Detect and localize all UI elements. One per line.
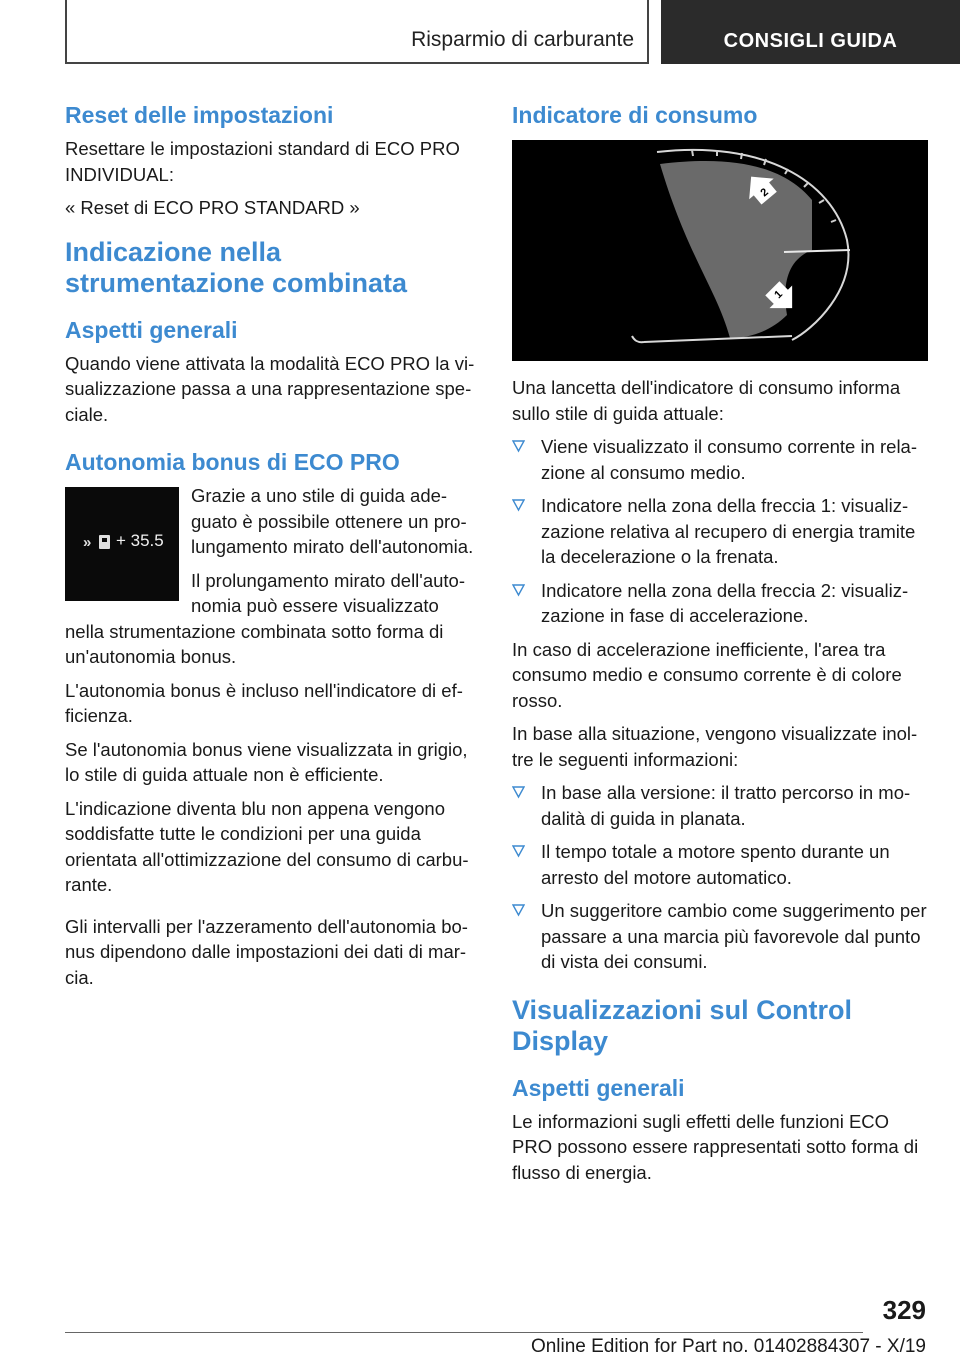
triangle-bullet-icon (512, 584, 525, 597)
bonus-text-5: L'indicazione diventa blu non appena vengono soddisfatte tutte le condizioni per una guida orientata all'ottimizzazione del consumo di carburante. (65, 797, 469, 895)
extra-info-text: In base alla situazione, vengono visualizzate inoltre le seguenti informazioni: (512, 723, 918, 770)
control-text: Le informazioni sugli effetti delle funzioni ECO PRO possono essere rappresentati sotto forma di flusso di energia. (512, 1110, 919, 1183)
triangle-bullet-icon (512, 904, 525, 917)
list-item: Un suggeritore cambio come suggerimento per passare a una marcia più favorevole dal punto di vista dei consumi. (512, 898, 928, 975)
consumption-heading: Indicatore di consumo (512, 102, 758, 128)
general-heading: Aspetti generali (65, 316, 238, 343)
footer-edition-text: Online Edition for Part no. 01402884307 - X/19 (530, 1336, 926, 1357)
fuel-pump-icon (99, 535, 110, 549)
extra-info-list (512, 780, 928, 975)
triangle-bullet-icon (512, 845, 525, 858)
list-item: Il tempo totale a motore spento durante un arresto del motore automatico. (512, 839, 928, 890)
reset-heading: Reset delle impostazioni (65, 102, 334, 128)
double-chevron-icon: » (83, 534, 92, 551)
bonus-range-heading: Autonomia bonus di ECO PRO (65, 449, 400, 475)
control-general-heading: Aspetti generali (512, 1074, 685, 1101)
bonus-range-block (65, 483, 477, 678)
bonus-range-image (65, 487, 179, 601)
gauge-arrow-label-2: 2 (758, 186, 771, 200)
triangle-bullet-icon (512, 440, 525, 453)
footer-divider (65, 1332, 863, 1333)
triangle-bullet-icon (512, 786, 525, 799)
triangle-bullet-icon (512, 499, 525, 512)
consumption-list (512, 434, 928, 629)
list-item: Indicatore nella zona della freccia 2: visualizzazione in fase di accelerazione. (512, 578, 928, 629)
consumption-text: Una lancetta dell'indicatore di consumo informa sullo stile di guida attuale: (512, 377, 901, 424)
reset-text: Resettare le impostazioni standard di ECO PRO INDIVIDUAL: (65, 138, 460, 185)
general-text: Quando viene attivata la modalità ECO PRO la visualizzazione passa a una rappresentazione speciale. (65, 352, 475, 425)
list-item: In base alla versione: il tratto percorso in modalità di guida in planata. (512, 780, 928, 831)
consumption-gauge-image (512, 140, 928, 361)
list-item: Indicatore nella zona della freccia 1: visualizzazione relativa al recupero di energia tramite la decelerazione o la frenata. (512, 493, 928, 570)
bonus-text-4: Se l'autonomia bonus viene visualizzata in grigio, lo stile di guida attuale non è efficiente. (65, 738, 468, 785)
instrument-display-heading: Indicazione nella strumentazione combinata (65, 236, 408, 298)
bonus-text-6: Gli intervalli per l'azzeramento dell'autonomia bonus dipendono dalle impostazioni dei dati di marcia. (65, 915, 468, 988)
bonus-text-3: L'autonomia bonus è incluso nell'indicatore di efficienza. (65, 679, 463, 726)
bonus-range-value: + 35.5 (116, 531, 164, 550)
page-number: 329 (882, 1295, 926, 1325)
control-display-heading: Visualizzazioni sul Control Display (512, 994, 853, 1056)
left-column (65, 100, 477, 998)
red-area-text: In caso di accelerazione inefficiente, l'area tra consumo medio e consumo corrente è di colore rosso. (512, 638, 902, 711)
bonus-text-2: Il prolungamento mirato dell'autonomia può essere visualizzato nella strumentazione combinata sotto forma di un'autonomia bonus. (65, 569, 465, 667)
header-section-title: Risparmio di carburante (411, 28, 634, 51)
list-item: Viene visualizzato il consumo corrente in relazione al consumo medio. (512, 434, 928, 485)
bonus-text-1: Grazie a uno stile di guida adeguato è possibile ottenere un prolungamento mirato dell'autonomia. (191, 485, 474, 557)
header-chapter-tab: CONSIGLI GUIDA (661, 0, 960, 64)
gauge-arrow-label-1: 1 (772, 288, 786, 302)
right-column (512, 100, 928, 1193)
reset-menu-item: « Reset di ECO PRO STANDARD » (65, 197, 360, 218)
